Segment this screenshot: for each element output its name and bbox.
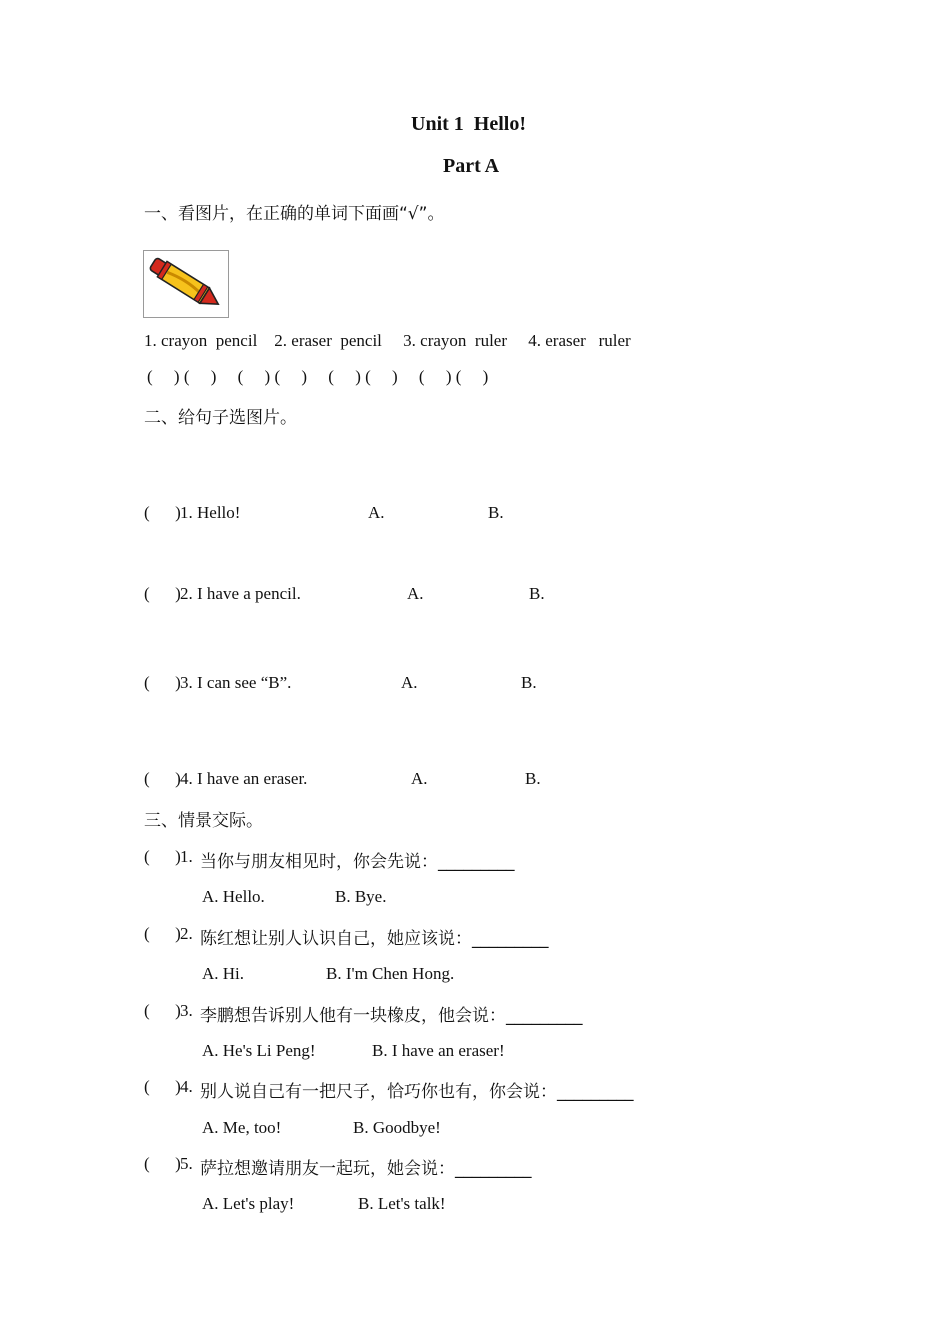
section3-q2-option-a: A. Hi. bbox=[202, 964, 245, 983]
section3-q1-option-b: B. Bye. bbox=[335, 887, 387, 906]
section3-q5-option-a: A. Let's play! bbox=[202, 1194, 295, 1213]
section3-q5-text: 萨拉想邀请朋友一起玩，她会说：_________ bbox=[200, 1159, 532, 1179]
section3-q4-text: 别人说自己有一把尺子，恰巧你也有，你会说：_________ bbox=[200, 1082, 634, 1102]
section1-options: 1. crayon pencil 2. eraser pencil 3. crayon ruler 4. eraser ruler bbox=[144, 331, 631, 350]
section1-answer-brackets[interactable]: ( ) ( ) ( ) ( ) ( ) ( ) ( ) ( ) bbox=[147, 367, 489, 386]
section2-heading: 二、给句子选图片。 bbox=[144, 408, 297, 428]
section2-item-4-text: 4. I have an eraser. bbox=[180, 769, 308, 788]
section3-q2-answer[interactable]: ( ) bbox=[144, 924, 181, 943]
section2-item-4-answer[interactable]: ( ) bbox=[144, 769, 181, 788]
section2-item-3-option-b: B. bbox=[521, 673, 537, 692]
section2-item-1-answer[interactable]: ( ) bbox=[144, 503, 181, 522]
page-subtitle: Part A bbox=[443, 155, 500, 177]
section2-item-1-text: 1. Hello! bbox=[180, 503, 241, 522]
section3-q1-answer[interactable]: ( ) bbox=[144, 847, 181, 866]
section3-q3-option-b: B. I have an eraser! bbox=[372, 1041, 505, 1060]
section3-q3-text: 李鹏想告诉别人他有一块橡皮，他会说：_________ bbox=[200, 1006, 583, 1026]
section2-item-3-answer[interactable]: ( ) bbox=[144, 673, 181, 692]
section3-q2-text: 陈红想让别人认识自己，她应该说：_________ bbox=[200, 929, 549, 949]
section2-item-4-option-b: B. bbox=[525, 769, 541, 788]
section2-item-4-option-a: A. bbox=[411, 769, 428, 788]
section2-item-1-option-b: B. bbox=[488, 503, 504, 522]
section3-q3-option-a: A. He's Li Peng! bbox=[202, 1041, 316, 1060]
section3-q4-option-a: A. Me, too! bbox=[202, 1118, 282, 1137]
section2-item-2-text: 2. I have a pencil. bbox=[180, 584, 301, 603]
section3-q4-option-b: B. Goodbye! bbox=[353, 1118, 441, 1137]
section3-q5-answer[interactable]: ( ) bbox=[144, 1154, 181, 1173]
section2-item-2-answer[interactable]: ( ) bbox=[144, 584, 181, 603]
section3-q1-option-a: A. Hello. bbox=[202, 887, 265, 906]
section3-q1-number: 1. bbox=[180, 847, 197, 866]
section2-item-3-option-a: A. bbox=[401, 673, 418, 692]
section3-q1-text: 当你与朋友相见时，你会先说：_________ bbox=[200, 852, 515, 872]
section3-q3-number: 3. bbox=[180, 1001, 197, 1020]
section2-item-2-option-b: B. bbox=[529, 584, 545, 603]
section3-q2-option-b: B. I'm Chen Hong. bbox=[326, 964, 455, 983]
section3-q3-answer[interactable]: ( ) bbox=[144, 1001, 181, 1020]
section3-heading: 三、情景交际。 bbox=[144, 811, 263, 831]
crayon-icon bbox=[144, 251, 228, 317]
section3-q4-answer[interactable]: ( ) bbox=[144, 1077, 181, 1096]
section3-q2-number: 2. bbox=[180, 924, 197, 943]
section3-q5-number: 5. bbox=[180, 1154, 197, 1173]
page-title: Unit 1 Hello! bbox=[411, 113, 526, 135]
section2-item-3-text: 3. I can see “B”. bbox=[180, 673, 292, 692]
section1-heading: 一、看图片，在正确的单词下面画“√”。 bbox=[144, 204, 445, 224]
section2-item-1-option-a: A. bbox=[368, 503, 385, 522]
section3-q4-number: 4. bbox=[180, 1077, 197, 1096]
section3-q5-option-b: B. Let's talk! bbox=[358, 1194, 446, 1213]
section2-item-2-option-a: A. bbox=[407, 584, 424, 603]
crayon-image bbox=[143, 250, 229, 318]
